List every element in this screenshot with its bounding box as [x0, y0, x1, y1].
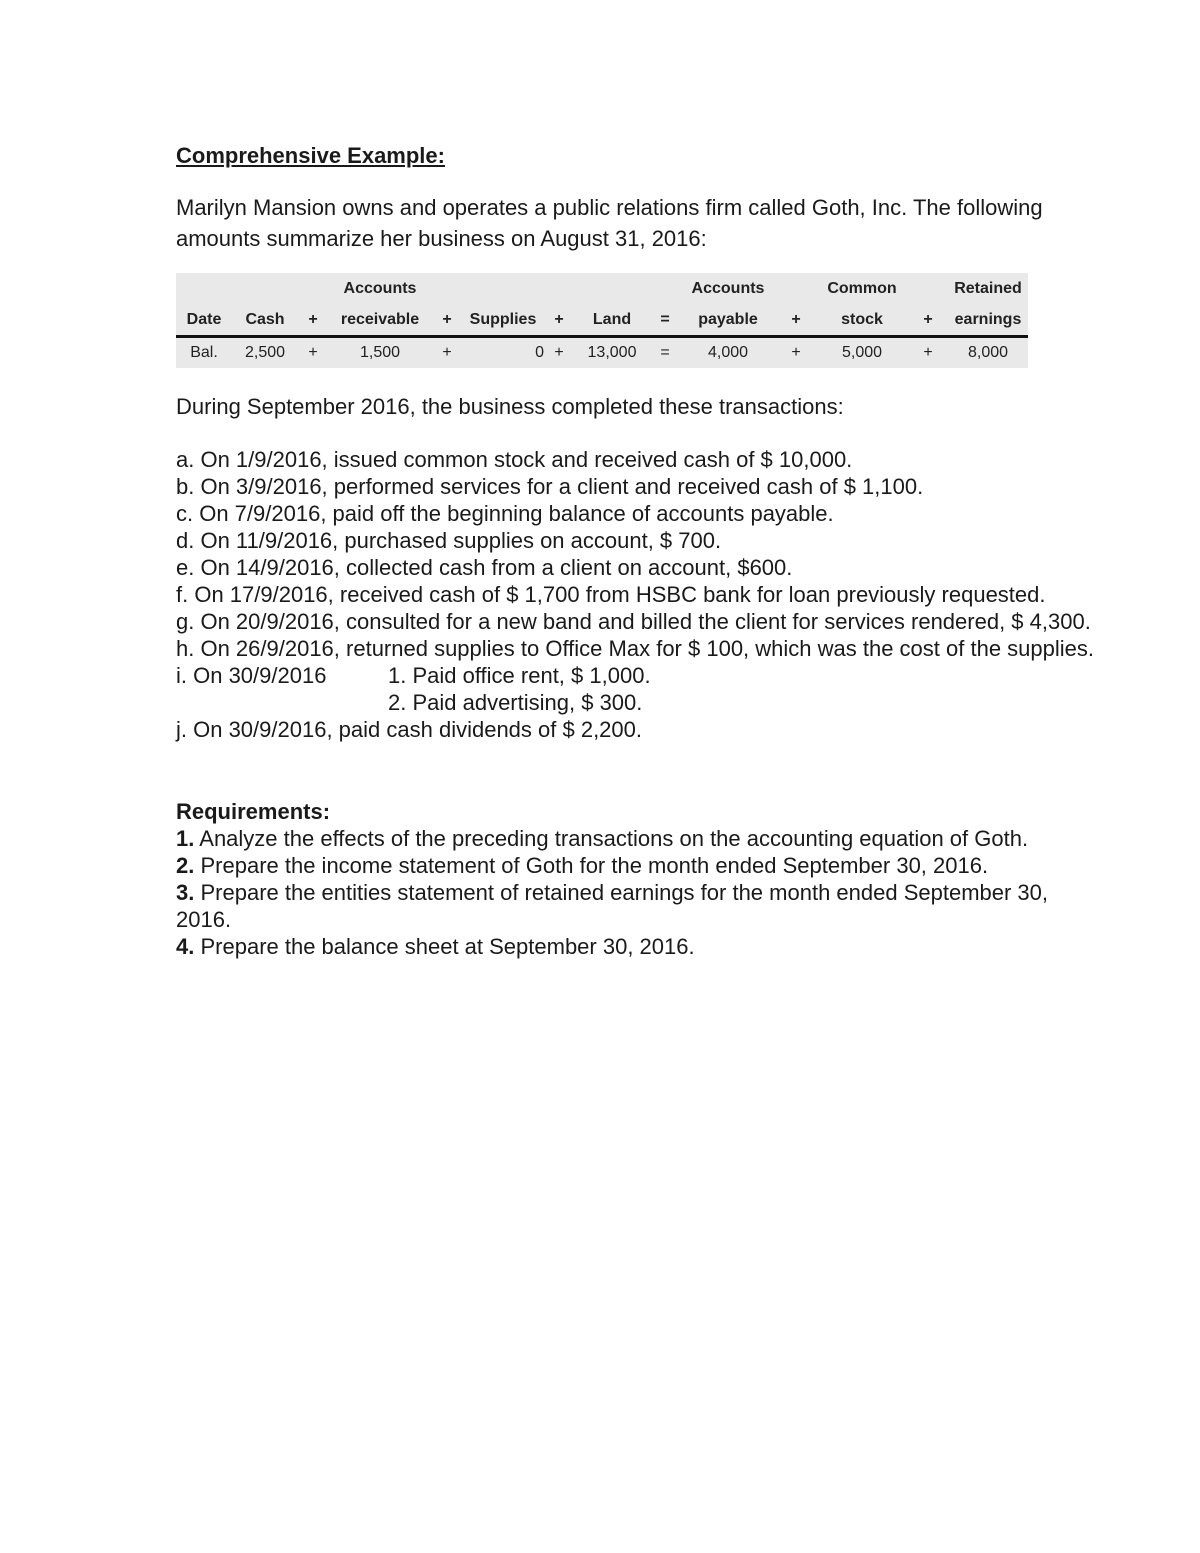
- list-item-i-sub-2: 2. Paid advertising, $ 300.: [388, 690, 643, 715]
- accounting-equation-table-wrapper: [176, 273, 1028, 368]
- list-item: a. On 1/9/2016, issued common stock and received cash of $ 10,000.: [176, 447, 853, 472]
- header-cell: receivable: [328, 304, 432, 337]
- table-header-row-top: [176, 273, 1028, 304]
- header-cell: payable: [680, 304, 776, 337]
- requirement-text: Prepare the balance sheet at September 30, 2016.: [200, 934, 695, 959]
- requirement-number: 3.: [176, 880, 195, 905]
- requirement-text: Analyze the effects of the preceding transactions on the accounting equation of Goth.: [199, 826, 1029, 851]
- requirement-number: 4.: [176, 934, 195, 959]
- requirement-item: [176, 852, 1106, 879]
- header-cell: Retained: [954, 279, 1022, 297]
- table-row: [176, 337, 1028, 369]
- table-cell: +: [442, 344, 452, 361]
- list-item: b. On 3/9/2016, performed services for a client and received cash of $ 1,100.: [176, 474, 924, 499]
- list-item: f. On 17/9/2016, received cash of $ 1,700 from HSBC bank for loan previously requested.: [176, 582, 1046, 607]
- intro-paragraph: Marilyn Mansion owns and operates a public relations firm called Goth, Inc. The following amounts summarize her business on August 31, 2016:: [176, 195, 1043, 251]
- requirement-text: Prepare the income statement of Goth for the month ended September 30, 2016.: [200, 853, 989, 878]
- table-cell: 8,000: [967, 344, 1009, 361]
- header-cell: [574, 273, 650, 304]
- table-cell: +: [923, 344, 933, 361]
- table-cell: =: [660, 344, 670, 361]
- document-page: [176, 140, 1106, 960]
- table-header-row-bottom: [176, 304, 1028, 337]
- requirement-text: Prepare the entities statement of retained earnings for the month ended September 30, 2016.: [176, 880, 1049, 932]
- list-item: c. On 7/9/2016, paid off the beginning balance of accounts payable.: [176, 501, 834, 526]
- list-item-i: [176, 662, 1106, 689]
- requirement-number: 2.: [176, 853, 195, 878]
- header-cell: +: [432, 304, 462, 337]
- list-item-i-continued: [176, 689, 1106, 716]
- requirement-number: 1.: [176, 826, 195, 851]
- list-item: h. On 26/9/2016, returned supplies to Office Max for $ 100, which was the cost of the supplies.: [176, 636, 1095, 661]
- table-cell: 0: [535, 344, 544, 361]
- header-cell: +: [544, 304, 574, 337]
- header-cell: [462, 273, 544, 304]
- requirement-item: [176, 933, 1106, 960]
- requirement-item: [176, 825, 1106, 852]
- accounting-equation-table: [176, 273, 1028, 368]
- header-cell: Date: [176, 304, 232, 337]
- table-cell: Bal.: [190, 344, 218, 361]
- header-cell: Supplies: [462, 304, 544, 337]
- header-cell: +: [776, 304, 816, 337]
- header-cell: [776, 273, 816, 304]
- page-title: Comprehensive Example:: [176, 143, 445, 168]
- header-cell: [232, 273, 298, 304]
- header-cell: Accounts: [691, 279, 765, 297]
- transactions-list: [176, 446, 1106, 743]
- list-item: j. On 30/9/2016, paid cash dividends of $ 2,200.: [176, 717, 642, 742]
- header-cell: earnings: [948, 304, 1028, 337]
- table-cell: 1,500: [359, 344, 401, 361]
- table-cell: 5,000: [841, 344, 883, 361]
- header-cell: Cash: [232, 304, 298, 337]
- table-cell: +: [554, 344, 564, 361]
- header-cell: [176, 273, 232, 304]
- header-cell: [544, 273, 574, 304]
- header-cell: Common: [827, 279, 897, 297]
- table-cell: 4,000: [707, 344, 749, 361]
- header-cell: stock: [816, 304, 908, 337]
- header-cell: [908, 273, 948, 304]
- header-cell: Land: [574, 304, 650, 337]
- header-cell: [432, 273, 462, 304]
- table-cell: +: [791, 344, 801, 361]
- list-item-i-sub-1: 1. Paid office rent, $ 1,000.: [388, 663, 651, 688]
- header-cell: [298, 273, 328, 304]
- transactions-intro: During September 2016, the business completed these transactions:: [176, 394, 844, 419]
- header-cell: Accounts: [343, 279, 417, 297]
- table-cell: +: [308, 344, 318, 361]
- requirement-item: [176, 879, 1106, 933]
- header-cell: +: [908, 304, 948, 337]
- header-cell: [650, 273, 680, 304]
- header-cell: =: [650, 304, 680, 337]
- table-cell: 13,000: [587, 344, 637, 361]
- table-cell: 2,500: [244, 344, 286, 361]
- requirements-list: [176, 825, 1106, 960]
- header-cell: +: [298, 304, 328, 337]
- list-item: d. On 11/9/2016, purchased supplies on account, $ 700.: [176, 528, 722, 553]
- list-item-i-lead: i. On 30/9/2016: [176, 663, 327, 688]
- list-item: e. On 14/9/2016, collected cash from a client on account, $600.: [176, 555, 793, 580]
- list-item: g. On 20/9/2016, consulted for a new band and billed the client for services rendered, $ 4,300.: [176, 609, 1091, 634]
- requirements-title: Requirements:: [176, 799, 331, 824]
